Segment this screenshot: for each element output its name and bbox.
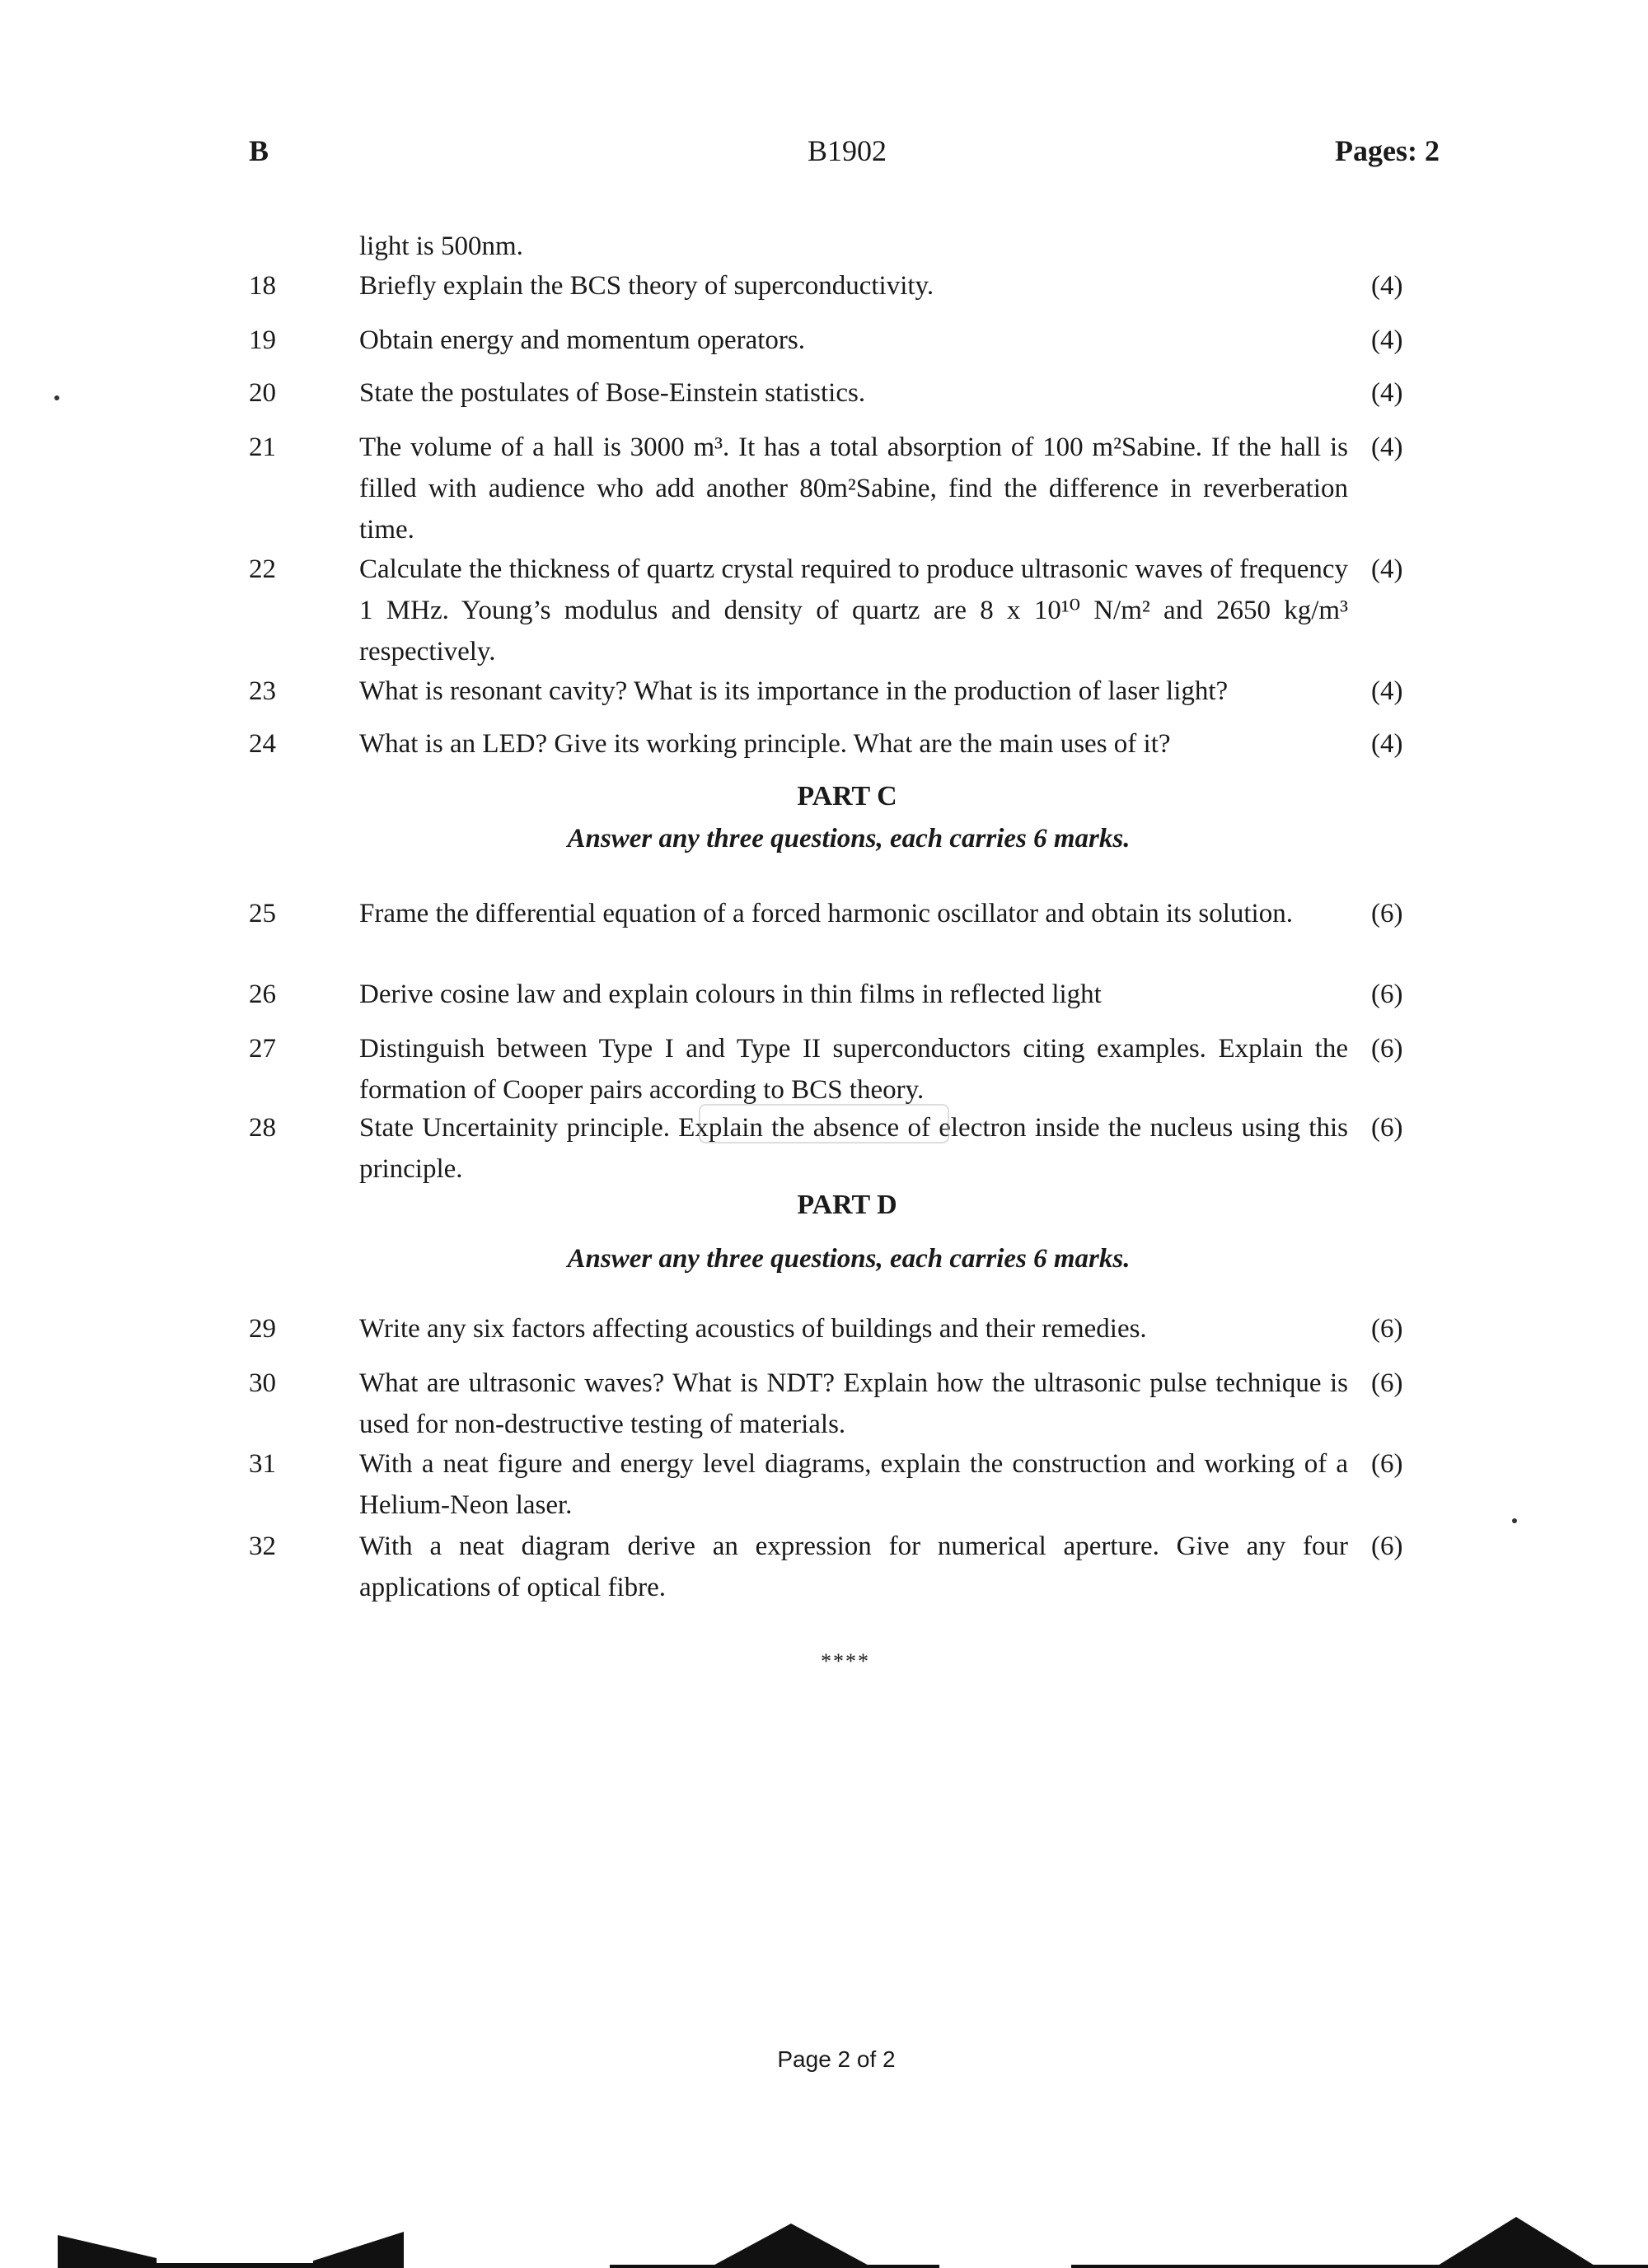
part-c-title: PART C [797, 781, 897, 811]
question-number: 27 [249, 1034, 276, 1064]
question-marks: (4) [1371, 271, 1403, 301]
question-text: Briefly explain the BCS theory of superconductivity. [359, 271, 934, 301]
question-number: 32 [249, 1531, 276, 1561]
part-c-instruction: Answer any three questions, each carries 6 marks. [567, 824, 1131, 853]
question-marks: (6) [1371, 1034, 1403, 1064]
question-marks: (6) [1371, 1368, 1403, 1398]
continuation-text: light is 500nm. [359, 231, 523, 261]
question-text: Write any six factors affecting acoustics of buildings and their remedies. [359, 1314, 1147, 1344]
paper-code: B1902 [808, 134, 887, 167]
question-marks: (4) [1371, 554, 1403, 584]
question-text: Distinguish between Type I and Type II superconductors citing examples. Explain the formation of Cooper pairs according to BCS theory. [359, 1034, 1348, 1105]
question-number: 24 [249, 729, 276, 759]
question-text: What are ultrasonic waves? What is NDT? Explain how the ultrasonic pulse technique is used for non-destructive testing of materials. [359, 1368, 1348, 1439]
question-marks: (4) [1371, 676, 1403, 706]
question-marks: (4) [1371, 729, 1403, 759]
question-text: Derive cosine law and explain colours in thin films in reflected light [359, 980, 1102, 1009]
question-marks: (4) [1371, 325, 1403, 355]
question-number: 21 [249, 433, 276, 462]
scan-artifact [58, 2235, 157, 2268]
question-marks: (6) [1371, 980, 1403, 1009]
question-marks: (4) [1371, 433, 1403, 462]
set-label: B [249, 134, 269, 167]
scan-speck [1512, 1518, 1517, 1523]
watermark-stamp [699, 1104, 949, 1143]
question-number: 22 [249, 554, 276, 584]
question-marks: (6) [1371, 1531, 1403, 1561]
question-text: With a neat figure and energy level diagrams, explain the construction and working of a Helium-Neon laser. [359, 1449, 1348, 1520]
question-marks: (6) [1371, 899, 1403, 928]
question-text: Calculate the thickness of quartz crystal required to produce ultrasonic waves of frequency 1 MHz. Young’s modulus and density of quartz are 8 x 10¹⁰ N/m² and 2650 kg/m³ respectively. [359, 554, 1348, 666]
question-marks: (6) [1371, 1449, 1403, 1479]
question-text: The volume of a hall is 3000 m³. It has a total absorption of 100 m²Sabine. If the hall is filled with audience who add another 80m²Sabine, find the difference in reverberation time. [359, 433, 1348, 545]
end-marker: **** [821, 1649, 870, 1673]
question-text: With a neat diagram derive an expression for numerical aperture. Give any four applications of optical fibre. [359, 1531, 1348, 1602]
question-number: 23 [249, 676, 276, 706]
page-count: Pages: 2 [1335, 134, 1440, 167]
question-number: 19 [249, 325, 276, 355]
question-marks: (6) [1371, 1314, 1403, 1344]
scan-artifact [1434, 2217, 1599, 2268]
question-text: Frame the differential equation of a forced harmonic oscillator and obtain its solution. [359, 899, 1293, 928]
part-d-instruction: Answer any three questions, each carries 6 marks. [567, 1244, 1131, 1274]
question-marks: (4) [1371, 378, 1403, 408]
question-number: 25 [249, 899, 276, 928]
question-number: 31 [249, 1449, 276, 1479]
question-number: 18 [249, 271, 276, 301]
scan-artifact [313, 2232, 404, 2268]
question-text: What is an LED? Give its working principle. What are the main uses of it? [359, 729, 1171, 759]
question-number: 26 [249, 980, 276, 1009]
page-footer: Page 2 of 2 [777, 2046, 896, 2072]
question-number: 20 [249, 378, 276, 408]
part-d-title: PART D [797, 1190, 897, 1220]
question-text: Obtain energy and momentum operators. [359, 325, 806, 355]
question-number: 29 [249, 1314, 276, 1344]
question-number: 28 [249, 1113, 276, 1143]
question-text: State the postulates of Bose-Einstein statistics. [359, 378, 866, 408]
scan-speck [54, 395, 59, 400]
question-number: 30 [249, 1368, 276, 1398]
scan-artifact [709, 2224, 873, 2268]
question-text: What is resonant cavity? What is its importance in the production of laser light? [359, 676, 1229, 706]
question-text: State Uncertainity principle. Explain the absence of electron inside the nucleus using this principle. [359, 1113, 1348, 1184]
question-marks: (6) [1371, 1113, 1403, 1143]
